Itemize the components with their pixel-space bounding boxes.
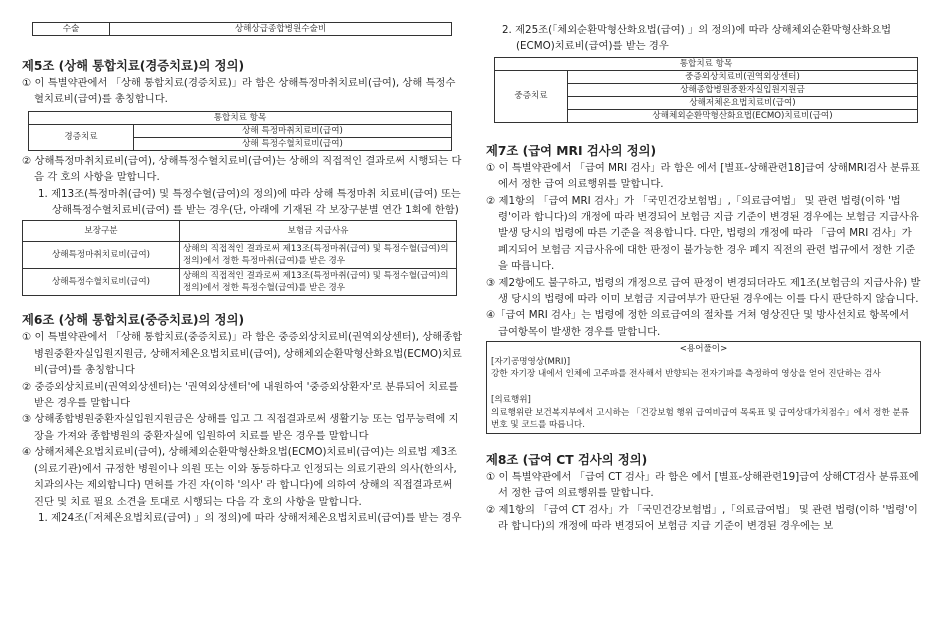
paragraph: 1. 제24조(「저체온요법치료(급여) 」의 정의)에 따라 상해저체온요법치료비(급여)를 받는 경우 [38,511,462,524]
table-cell: 상해종합병원중환자실입원지원금 [568,83,918,96]
table-cell: 상해특정수혈치료비(급여) [23,269,180,296]
coverage-table [22,220,457,296]
glossary-term: [자기공명영상(MRI)] [491,356,571,367]
paragraph: ③ 제2항에도 불구하고, 법령의 개정으로 급여 판정이 변경되더라도 제1조(보험금의 지급사유) 발생 당시의 법령에 따라 이미 보험금 지급여부가 판단된 경우에는 이를 다시 판단하지 않습니다. [486,276,921,306]
table-cell: 수술 [33,23,110,36]
table-group: 중증치료 [495,70,568,122]
glossary-title: <용어풀이> [679,344,728,355]
paragraph: ③ 상해종합병원중환자실입원지원금은 상해를 입고 그 직접결과로써 생활기능 또는 업무능력에 지장을 가져와 종합병원의 중환자실에 입원하여 치료를 받은 경우를 말합니다 [22,413,459,442]
table-cell: 상해의 직접적인 결과로써 제13조(특정마취(급여) 및 특정수혈(급여)의 정의)에서 정한 특정마취(급여)를 받은 경우 [180,242,457,269]
paragraph: ④ 상해저체온요법치료비(급여), 상해체외순환막형산화요법(ECMO)치료비(급여)는 의료법 제3조(의료기관)에서 규정한 병원이나 의원 또는 이와 동등하다고 인정되는 의료기관의 의사(한의사, 치과의사는 제외합니다) 면허를 가진 자(이하 '의사' 라 합니다)에 의하여 상해의 직접결과로써 진단 및 치료 필요 소견을 토대로 시행되는 다음 각 호의 사항을 말합니다. [22,446,458,508]
paragraph: ② 제1항의 「급여 CT 검사」가 「국민건강보험법」,「의료급여법」 및 관련 법령(이하 '법령'이라 합니다)의 개정에 따라 변경되어 보험금 지급 기준이 변경된 경우에는 보 [486,503,918,533]
light-treatment-table [28,111,452,151]
paragraph: ② 중증외상치료비(권역외상센터)는 '권역외상센터'에 내원하여 '중증외상환자'로 분류되어 치료를 받은 경우를 말합니다 [22,380,459,410]
glossary-term: [의료행위] [491,395,531,406]
paragraph: ② 상해특정마취치료비(급여), 상해특정수혈치료비(급여)는 상해의 직접적인 결과로써 시행되는 다음 각 호의 사항을 말합니다. [22,154,462,184]
table-cell: 중증외상치료비(권역외상센터) [568,70,918,83]
severe-treatment-table [494,57,918,123]
table-cell: 상해저체온요법치료비(급여) [568,96,918,109]
article-heading: 제5조 (상해 통합치료(경증치료)의 정의) [22,59,245,73]
table-cell: 상해 특정마취치료비(급여) [134,124,452,137]
paragraph: 1. 제13조(특정마취(급여) 및 특정수혈(급여)의 정의)에 따라 상해 특정마취 치료비(급여) 또는 상해특정수혈치료비(급여) 를 받는 경우(단, 아래에 기재된 각 보장구분별 연간 1회에 한함) [38,187,461,217]
paragraph: ② 제1항의 「급여 MRI 검사」가 「국민건강보험법」,「의료급여법」 및 관련 법령(이하 '법령'이라 합니다)의 개정에 따라 변경되어 보험금 지급 기준이 변경된 경우에는 보험금 지급사유 발생 당시의 법령에 따른 기준을 적용합니다. 다만, 법령의 개정에 따라 「급여 MRI 검사」가 폐지되어 보험금 지급사유에 대한 판정이 불가능한 경우 폐지 직전의 관련 법규에서 정한 기준을 따릅니다. [486,194,919,273]
table-header: 보장구분 [23,221,180,242]
glossary-box [486,341,921,434]
article-heading: 제8조 (급여 CT 검사의 정의) [486,452,648,467]
table-cell: 상해체외순환막형산화요법(ECMO)치료비(급여) [568,109,918,122]
table-header: 통합치료 항목 [495,57,918,70]
right-column [486,0,921,534]
paragraph: ① 이 특별약관에서 「상해 통합치료(경증치료)」라 함은 상해특정마취치료비(급여), 상해 특정수혈치료비(급여)를 총칭합니다. [22,77,456,106]
glossary-definition: 의료행위란 보건복지부에서 고시하는 「건강보험 행위 급여비급여 목록표 및 급여상대가치점수」에서 정한 분류번호 및 코드를 따릅니다. [491,407,910,431]
paragraph: ④「급여 MRI 검사」는 법령에 정한 의료급여의 절차를 거쳐 영상진단 및 방사선치료 항목에서 급여항목이 발생한 경우를 말합니다. [486,309,910,338]
table-group: 경증치료 [29,124,134,150]
left-column [22,0,463,526]
table-cell: 상해 특정수혈치료비(급여) [134,137,452,150]
surgery-table [32,22,452,36]
table-cell: 상해의 직접적인 결과로써 제13조(특정마취(급여) 및 특정수혈(급여)의 정의)에서 정한 특정수혈(급여)를 받은 경우 [180,269,457,296]
table-cell: 상해상급종합병원수술비 [110,23,452,36]
table-header: 보험금 지급사유 [180,221,457,242]
article-heading: 제6조 (상해 통합치료(중증치료)의 정의) [22,313,245,328]
paragraph: ① 이 특별약관에서 「급여 MRI 검사」라 함은 에서 [별표-상해관련18]급여 상해MRI검사 분류표에서 정한 급여 의료행위를 말합니다. [486,161,920,191]
article-heading: 제7조 (급여 MRI 검사의 정의) [486,143,657,158]
paragraph: 2. 제25조(「체외순환막형산화요법(급여) 」의 정의)에 따라 상해체외순환막형산화요법(ECMO)치료비(급여)를 받는 경우 [502,24,892,53]
table-cell: 상해특정마취치료비(급여) [23,242,180,269]
paragraph: ① 이 특별약관에서 「급여 CT 검사」라 함은 에서 [별표-상해관련19]급여 상해CT검사 분류표에서 정한 급여 의료행위를 말합니다. [486,470,919,500]
glossary-definition: 강한 자기장 내에서 인체에 고주파를 전사해서 반향되는 전자기파를 측정하여 영상을 얻어 진단하는 검사 [491,369,881,380]
paragraph: ① 이 특별약관에서 「상해 통합치료(중증치료)」라 함은 중증외상치료비(권역외상센터), 상해종합병원중환자실입원지원금, 상해저체온요법치료비(급여), 상해체외순환막형산화요법(ECMO)치료비(급여)를 총칭합니다 [22,331,463,377]
table-header: 통합치료 항목 [29,111,452,124]
